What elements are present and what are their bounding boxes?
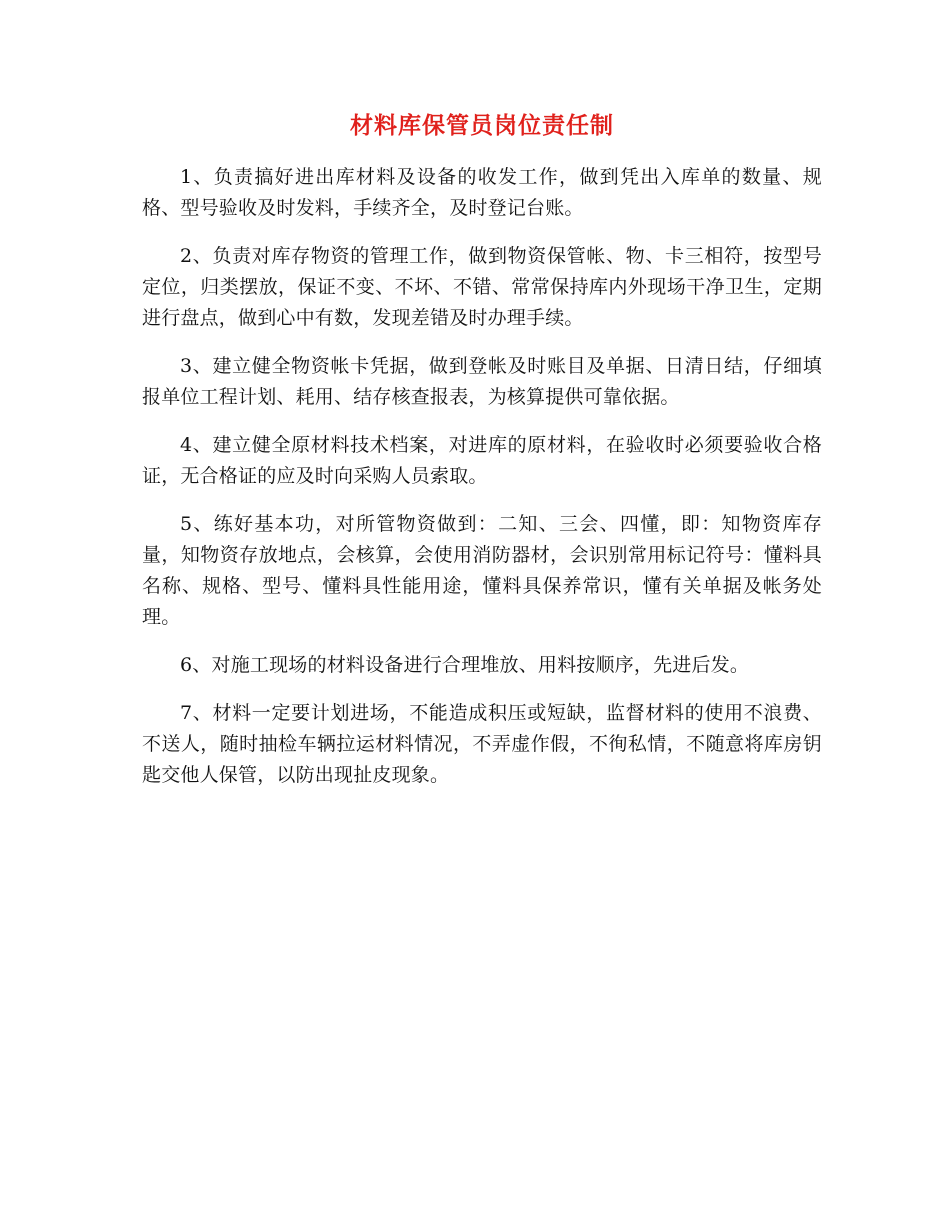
- duty-item-6: 6、对施工现场的材料设备进行合理堆放、用料按顺序，先进后发。: [180, 654, 750, 676]
- duty-item-3: 3、建立健全物资帐卡凭据，做到登帐及时账目及单据、日清日结，仔细填报单位工程计划、耗用、结存核查报表，为核算提供可靠依据。: [142, 355, 822, 408]
- duty-item-5: 5、练好基本功，对所管物资做到：二知、三会、四懂，即：知物资库存量，知物资存放地点，会核算，会使用消防器材，会识别常用标记符号：懂料具名称、规格、型号、懂料具性能用途，懂料具保养常识，懂有关单据及帐务处理。: [142, 513, 822, 628]
- document-title: 材料库保管员岗位责任制: [350, 112, 614, 139]
- duty-item-2: 2、负责对库存物资的管理工作，做到物资保管帐、物、卡三相符，按型号定位，归类摆放，保证不变、不坏、不错、常常保持库内外现场干净卫生，定期进行盘点，做到心中有数，发现差错及时办理手续。: [142, 245, 822, 329]
- duty-item-1: 1、负责搞好进出库材料及设备的收发工作，做到凭出入库单的数量、规格、型号验收及时发料，手续齐全，及时登记台账。: [142, 166, 822, 219]
- document-body: [142, 108, 822, 808]
- duty-item-4: 4、建立健全原材料技术档案，对进库的原材料，在验收时必须要验收合格证，无合格证的应及时向采购人员索取。: [142, 434, 822, 487]
- duty-item-7: 7、材料一定要计划进场，不能造成积压或短缺，监督材料的使用不浪费、不送人，随时抽检车辆拉运材料情况，不弄虚作假，不徇私情，不随意将库房钥匙交他人保管，以防出现扯皮现象。: [142, 702, 822, 786]
